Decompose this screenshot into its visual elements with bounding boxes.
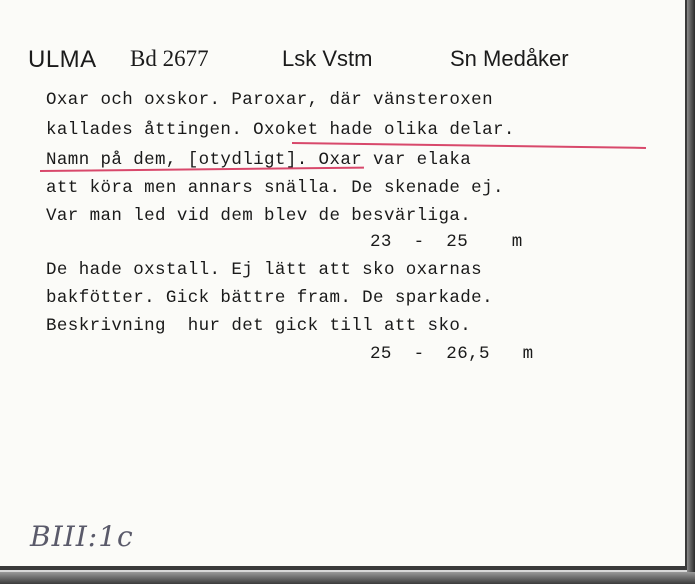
body-line-5: Var man led vid dem blev de besvärliga. — [46, 206, 472, 226]
archive-signature: BIII:1c — [30, 520, 134, 553]
county-label: Lsk Vstm — [282, 46, 373, 71]
volume-number: Bd 2677 — [130, 46, 209, 71]
age-range-1: 23 - 25 m — [370, 232, 523, 252]
age-range-2: 25 - 26,5 m — [370, 344, 534, 364]
card-shadow-bottom — [0, 572, 695, 584]
collection-code: ULMA — [28, 46, 97, 73]
body-line-9: Beskrivning hur det gick till att sko. — [46, 316, 472, 336]
body-line-3: Namn på dem, [otydligt]. Oxar var elaka — [46, 150, 472, 170]
body-line-2: kallades åttingen. Oxoket hade olika delar. — [46, 120, 515, 140]
body-line-8: bakfötter. Gick bättre fram. De sparkade. — [46, 288, 493, 308]
parish-label: Sn Medåker — [450, 46, 569, 71]
body-line-7: De hade oxstall. Ej lätt att sko oxarnas — [46, 260, 483, 280]
body-line-1: Oxar och oxskor. Paroxar, där vänsteroxen — [46, 90, 493, 110]
highlight-underline-1 — [292, 142, 646, 149]
card-header — [0, 46, 688, 76]
card-shadow-right — [687, 0, 695, 584]
body-line-4: att köra men annars snälla. De skenade ej. — [46, 178, 504, 198]
